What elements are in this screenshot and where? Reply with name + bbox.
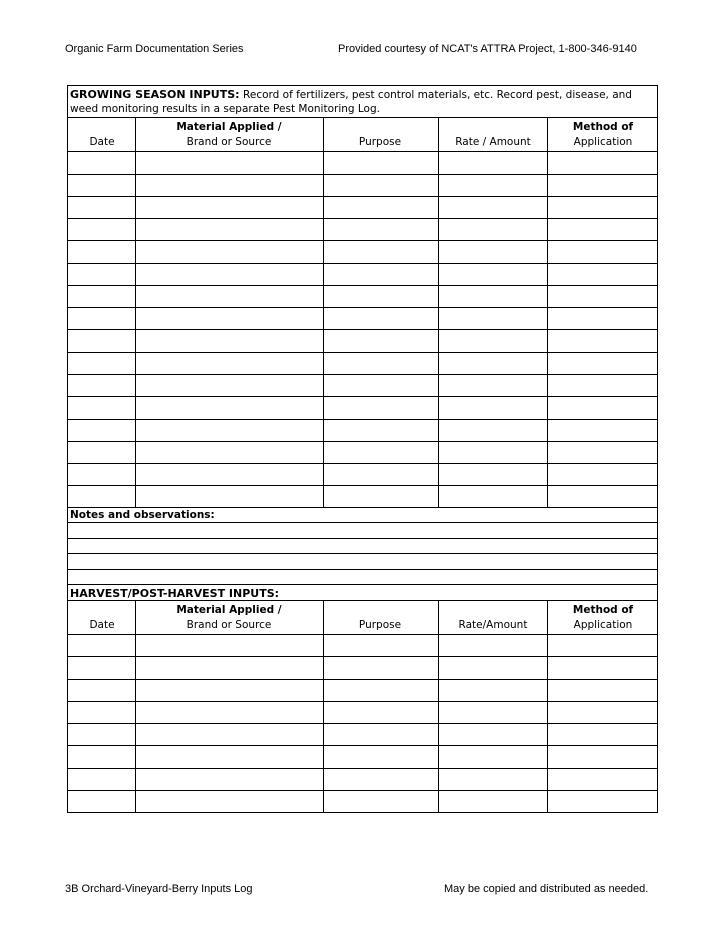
growing-row-10[interactable] [68, 353, 657, 375]
growing-row-16[interactable] [68, 486, 657, 508]
harvest-row-5[interactable] [68, 724, 657, 746]
growing-section-description: Record of fertilizers, pest control materials, etc. Record pest, disease, and [243, 89, 632, 101]
inputs-log-form [67, 85, 658, 813]
page-footer-copy-note: May be copied and distributed as needed. [444, 883, 649, 895]
growing-col-material-1: Material Applied / [176, 121, 282, 133]
notes-line-2[interactable] [68, 539, 657, 554]
growing-row-3[interactable] [68, 197, 657, 219]
notes-line-4[interactable] [68, 570, 657, 585]
growing-col-divider-2 [323, 118, 324, 508]
growing-row-6[interactable] [68, 264, 657, 286]
growing-row-9[interactable] [68, 330, 657, 353]
growing-col-material-2: Brand or Source [186, 136, 272, 148]
harvest-row-4[interactable] [68, 702, 657, 724]
notes-line-3[interactable] [68, 554, 657, 570]
growing-col-divider-4 [547, 118, 548, 508]
page-footer-title: 3B Orchard-Vineyard-Berry Inputs Log [65, 883, 253, 895]
growing-row-7[interactable] [68, 286, 657, 308]
growing-row-4[interactable] [68, 219, 657, 241]
growing-col-method-2: Application [573, 136, 633, 148]
harvest-col-material-1: Material Applied / [176, 604, 282, 616]
growing-col-divider-3 [438, 118, 439, 508]
harvest-col-divider-3 [438, 601, 439, 812]
growing-row-13[interactable] [68, 420, 657, 442]
harvest-col-divider-2 [323, 601, 324, 812]
harvest-row-6[interactable] [68, 746, 657, 769]
growing-row-11[interactable] [68, 375, 657, 397]
harvest-row-1[interactable] [68, 635, 657, 657]
growing-col-date: Date [89, 136, 115, 148]
harvest-section-title: HARVEST/POST-HARVEST INPUTS: [70, 587, 280, 600]
growing-col-divider-1 [135, 118, 136, 508]
harvest-row-7[interactable] [68, 769, 657, 791]
harvest-col-material-2: Brand or Source [186, 619, 272, 631]
growing-col-method-1: Method of [572, 121, 634, 133]
growing-col-rate: Rate / Amount [455, 136, 531, 148]
harvest-col-method-2: Application [573, 619, 633, 631]
page-header-courtesy: Provided courtesy of NCAT's ATTRA Project, 1-800-346-9140 [338, 43, 637, 55]
harvest-col-purpose: Purpose [358, 619, 402, 631]
growing-col-purpose: Purpose [358, 136, 402, 148]
page-header-series: Organic Farm Documentation Series [65, 43, 244, 55]
growing-row-14[interactable] [68, 442, 657, 464]
growing-row-2[interactable] [68, 175, 657, 197]
harvest-col-date: Date [89, 619, 115, 631]
growing-row-1[interactable] [68, 152, 657, 175]
growing-row-15[interactable] [68, 464, 657, 486]
harvest-col-divider-4 [547, 601, 548, 812]
growing-row-12[interactable] [68, 397, 657, 420]
notes-label: Notes and observations: [70, 509, 215, 521]
growing-section-title: GROWING SEASON INPUTS: [70, 88, 240, 101]
harvest-col-divider-1 [135, 601, 136, 812]
growing-row-8[interactable] [68, 308, 657, 330]
growing-section-description-2: weed monitoring results in a separate Pest Monitoring Log. [70, 103, 380, 115]
harvest-row-8[interactable] [68, 791, 657, 812]
growing-title-row [68, 86, 657, 118]
harvest-row-2[interactable] [68, 657, 657, 680]
harvest-col-rate: Rate/Amount [458, 619, 528, 631]
harvest-col-method-1: Method of [572, 604, 634, 616]
notes-line-1[interactable] [68, 523, 657, 539]
growing-row-5[interactable] [68, 241, 657, 264]
harvest-row-3[interactable] [68, 680, 657, 702]
